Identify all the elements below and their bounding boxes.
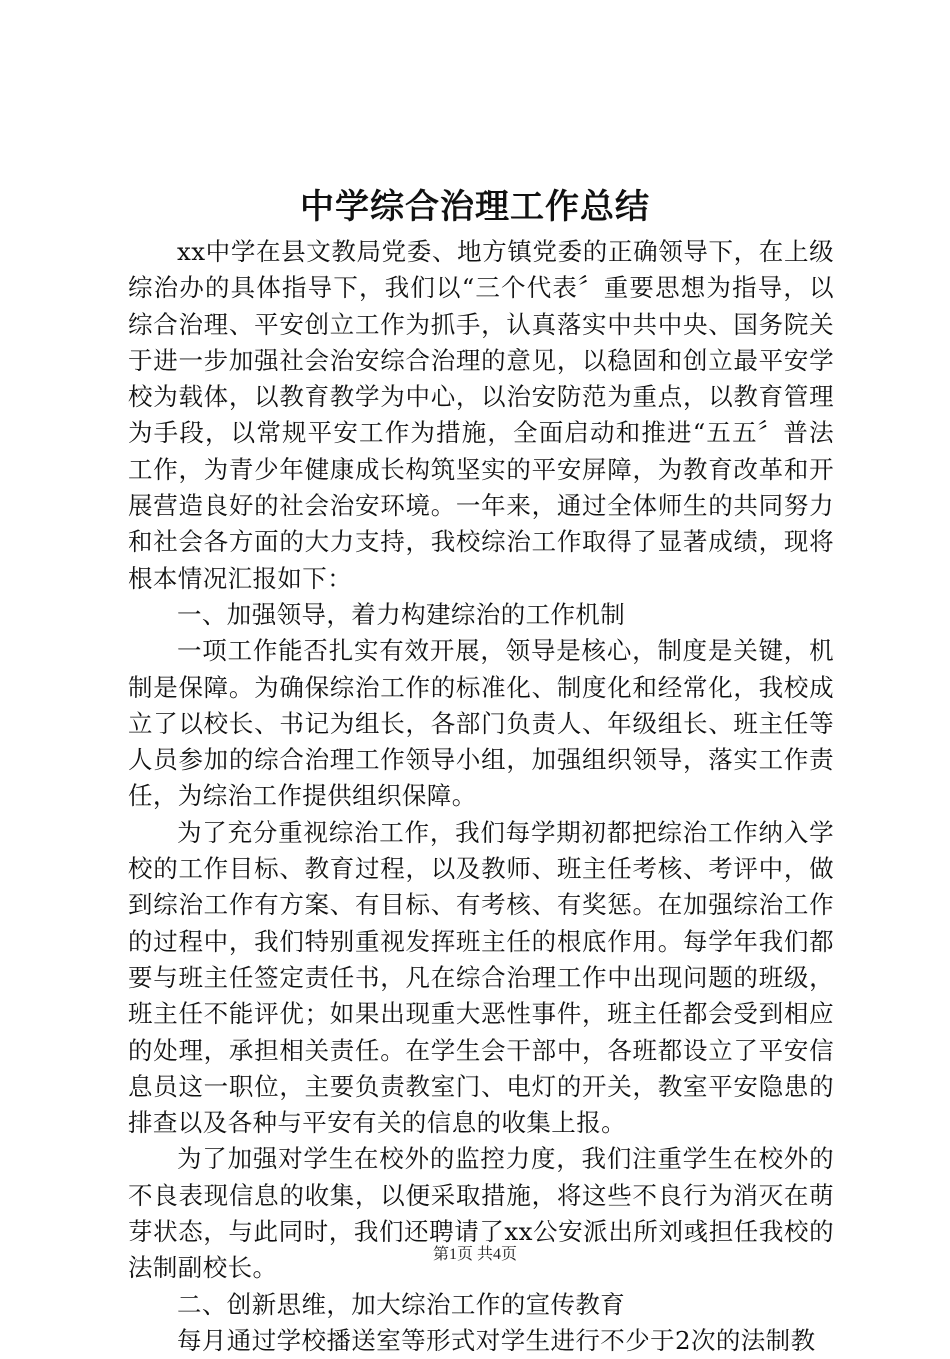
document-body xyxy=(128,234,834,1359)
paragraph-assessment: 为了充分重视综治工作，我们每学期初都把综治工作纳入学校的工作目标、教育过程，以及教师、班主任考核、考评中，做到综治工作有方案、有目标、有考核、有奖惩。在加强综治工作的过程中，我们特别重视发挥班主任的根底作用。每学年我们都要与班主任签定责任书，凡在综合治理工作中出现问题的班级，班主任不能评优；如果出现重大恶性事件，班主任都会受到相应的处理，承担相关责任。在学生会干部中，各班都设立了平安信息员这一职位，主要负责教室门、电灯的开关，教室平安隐患的排查以及各种与平安有关的信息的收集上报。 xyxy=(128,817,834,1138)
page-number: 第1页 共4页 xyxy=(432,1246,517,1263)
paragraph-publicity: 每月通过学校播送室等形式对学生进行不少于2次的法制教 xyxy=(177,1325,816,1355)
section-heading-2: 二、创新思维，加大综治工作的宣传教育 xyxy=(177,1289,626,1319)
section-heading-1: 一、加强领导，着力构建综治的工作机制 xyxy=(177,599,626,629)
paragraph-intro: xx中学在县文教局党委、地方镇党委的正确领导下，在上级综治办的具体指导下，我们以“三个代表〞重要思想为指导，以综合治理、平安创立工作为抓手，认真落实中共中央、国务院关于进一步加强社会治安综合治理的意见，以稳固和创立最平安学校为载体，以教育教学为中心，以治安防范为重点，以教育管理为手段，以常规平安工作为措施，全面启动和推进“五五〞普法工作，为青少年健康成长构筑坚实的平安屏障，为教育改革和开展营造良好的社会治安环境。一年来，通过全体师生的共同努力和社会各方面的大力支持，我校综治工作取得了显著成绩，现将根本情况汇报如下： xyxy=(128,237,834,593)
document-title: 中学综合治理工作总结 xyxy=(300,187,650,227)
paragraph-leadership: 一项工作能否扎实有效开展，领导是核心，制度是关键，机制是保障。为确保综治工作的标准化、制度化和经常化，我校成立了以校长、书记为组长，各部门负责人、年级组长、班主任等人员参加的综合治理工作领导小组，加强组织领导，落实工作责任，为综治工作提供组织保障。 xyxy=(128,636,834,811)
paragraph-offcampus: 为了加强对学生在校外的监控力度，我们注重学生在校外的不良表现信息的收集，以便采取措施，将这些不良行为消灭在萌芽状态，与此同时，我们还聘请了xx公安派出所刘彧担任我校的法制副校长。 xyxy=(128,1144,834,1283)
